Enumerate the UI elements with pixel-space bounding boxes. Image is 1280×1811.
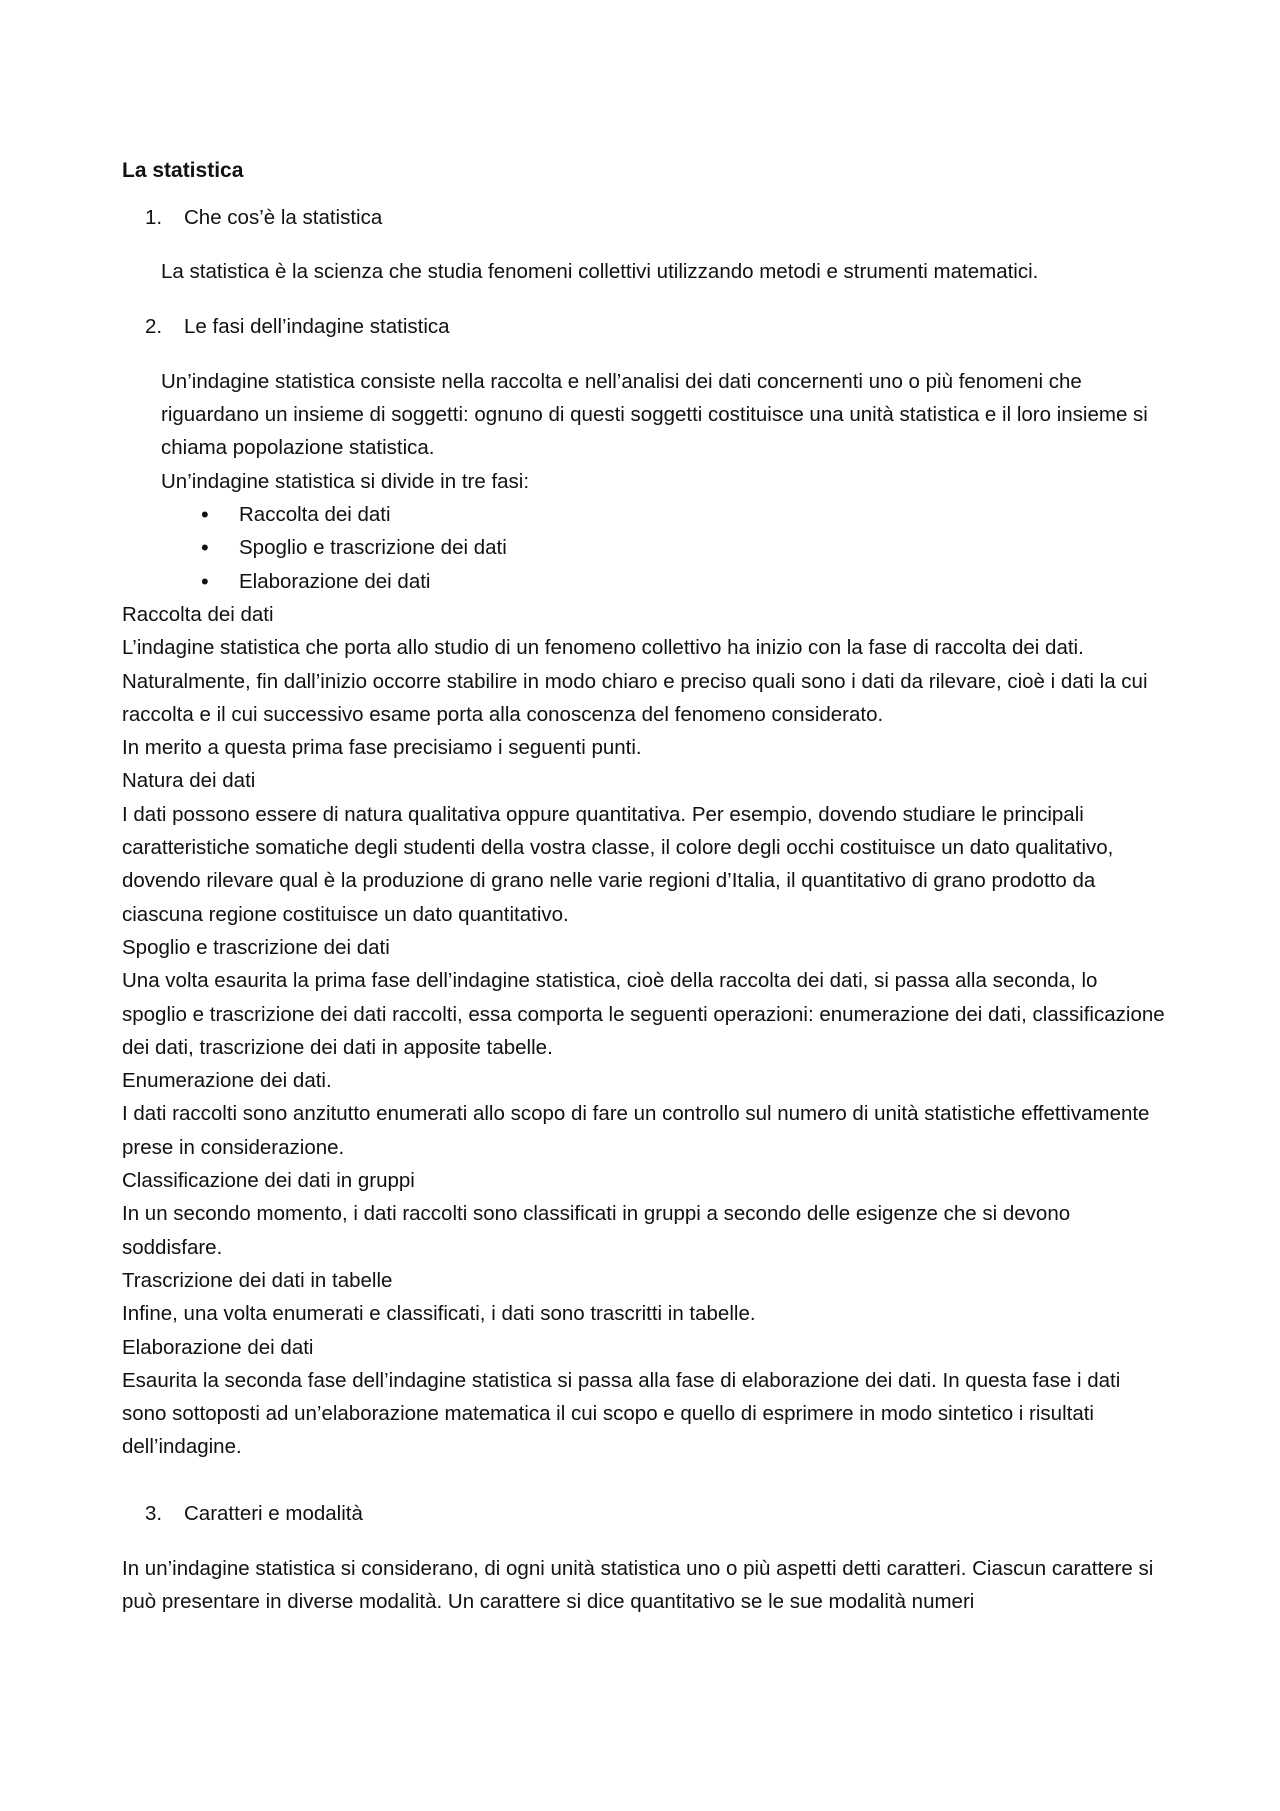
trascrizione-heading: Trascrizione dei dati in tabelle bbox=[122, 1268, 393, 1292]
section-2-number: 2. bbox=[145, 314, 163, 338]
section-2-heading bbox=[122, 310, 1167, 343]
spoglio-body: Una volta esaurita la prima fase dell’indagine statistica, cioè della raccolta dei dati, si passa alla seconda, lo spoglio e trascrizione dei dati raccolti, essa comporta le seguenti operazioni: enumerazione dei dati, classificazione dei dati, trascrizione dei dati in apposite tabelle. bbox=[122, 969, 1165, 1059]
trascrizione-body: Infine, una volta enumerati e classificati, i dati sono trascritti in tabelle. bbox=[122, 1302, 756, 1326]
section-3-number: 3. bbox=[145, 1501, 163, 1525]
raccolta-body: L’indagine statistica che porta allo studio di un fenomeno collettivo ha inizio con la fase di raccolta dei dati. Naturalmente, fin dall’inizio occorre stabilire in modo chiaro e preciso quali sono i dati da rilevare, cioè i dati la cui raccolta e il cui successivo esame porta alla conoscenza del fenomeno considerato. bbox=[122, 636, 1148, 726]
section-1-title: Che cos’è la statistica bbox=[184, 206, 383, 229]
section-3-body: In un’indagine statistica si considerano, di ogni unità statistica uno o più aspetti detti caratteri. Ciascun carattere si può presentare in diverse modalità. Un carattere si dice quantitativo se le sue modalità numeri bbox=[122, 1556, 1154, 1614]
enumerazione-heading: Enumerazione dei dati. bbox=[122, 1069, 332, 1093]
raccolta-points: In merito a questa prima fase precisiamo i seguenti punti. bbox=[122, 736, 642, 760]
classificazione-heading: Classificazione dei dati in gruppi bbox=[122, 1169, 415, 1193]
section-3-heading bbox=[122, 1497, 1167, 1530]
list-item: • Raccolta dei dati bbox=[239, 498, 1167, 531]
list-item: • Spoglio e trascrizione dei dati bbox=[239, 531, 1167, 564]
phases-list bbox=[122, 498, 1167, 598]
section-1-number: 1. bbox=[145, 206, 163, 229]
raccolta-heading: Raccolta dei dati bbox=[122, 602, 274, 626]
section-3-title: Caratteri e modalità bbox=[184, 1501, 363, 1525]
elaborazione-heading: Elaborazione dei dati bbox=[122, 1335, 314, 1359]
natura-heading: Natura dei dati bbox=[122, 769, 256, 793]
classificazione-body: In un secondo momento, i dati raccolti sono classificati in gruppi a secondo delle esigenze che si devono soddisfare. bbox=[122, 1202, 1071, 1259]
section-2-intro: Un’indagine statistica consiste nella raccolta e nell’analisi dei dati concernenti uno o più fenomeni che riguardano un insieme di soggetti: ognuno di questi soggetti costituisce una unità statistica e il loro insieme si chiama popolazione statistica. bbox=[161, 369, 1148, 460]
document-page bbox=[122, 154, 1167, 1619]
document-title: La statistica bbox=[122, 159, 244, 182]
natura-body: I dati possono essere di natura qualitativa oppure quantitativa. Per esempio, dovendo studiare le principali caratteristiche somatiche degli studenti della vostra classe, il colore degli occhi costituisce un dato qualitativo, dovendo rilevare qual è la produzione di grano nelle varie regioni d’Italia, il quantitativo di grano prodotto da ciascuna regione costituisce un dato quantitativo. bbox=[122, 802, 1114, 926]
section-2-title: Le fasi dell’indagine statistica bbox=[184, 314, 450, 338]
section-2-phases-intro: Un’indagine statistica si divide in tre fasi: bbox=[161, 469, 530, 493]
section-1-body: La statistica è la scienza che studia fenomeni collettivi utilizzando metodi e strumenti matematici. bbox=[161, 260, 1039, 284]
section-1-heading bbox=[122, 201, 1167, 234]
spoglio-heading: Spoglio e trascrizione dei dati bbox=[122, 935, 390, 959]
enumerazione-body: I dati raccolti sono anzitutto enumerati allo scopo di fare un controllo sul numero di unità statistiche effettivamente prese in considerazione. bbox=[122, 1102, 1150, 1159]
list-item: • Elaborazione dei dati bbox=[239, 565, 1167, 598]
elaborazione-body: Esaurita la seconda fase dell’indagine statistica si passa alla fase di elaborazione dei dati. In questa fase i dati sono sottoposti ad un’elaborazione matematica il cui scopo e quello di esprimere in modo sintetico i risultati dell’indagine. bbox=[122, 1368, 1121, 1459]
